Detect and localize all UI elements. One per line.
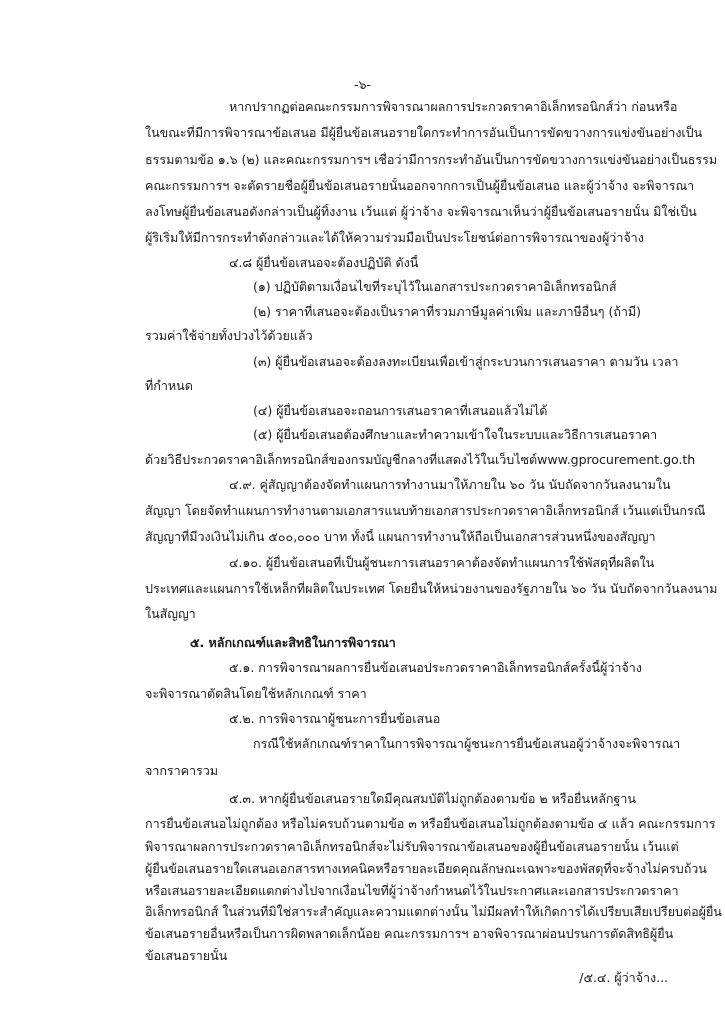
section-heading: ๕.๓. หากผู้ยื่นข้อเสนอรายใดมีคุณสมบัติไม่ถูกต้องตามข้อ ๒ หรือยื่นหลักฐาน	[229, 790, 636, 806]
text-line: จากราคารวม	[145, 763, 219, 779]
list-item: (๓) ผู้ยื่นข้อเสนอจะต้องลงทะเบียนเพื่อเข้าสู่กระบวนการเสนอราคา ตามวัน เวลา	[253, 353, 679, 369]
text-line: ผู้ยื่นข้อเสนอรายใดเสนอเอกสารทางเทคนิคหรือรายละเอียดคุณลักษณะเฉพาะของพัสดุที่จะจ้างไม่ครบถ้วน	[145, 860, 707, 876]
text-line: ที่กำหนด	[145, 378, 193, 394]
list-item: (๑) ปฏิบัติตามเงื่อนไขที่ระบุไว้ในเอกสารประกวดราคาอิเล็กทรอนิกส์	[253, 279, 617, 295]
continuation-marker: /๕.๔. ผู้ว่าจ้าง...	[579, 970, 668, 985]
text-line: ในขณะที่มีการพิจารณาข้อเสนอ มีผู้ยื่นข้อเสนอรายใดกระทำการอันเป็นการขัดขวางการแข่งขันอย่างเป็น	[145, 125, 703, 141]
text-line: อิเล็กทรอนิกส์ ในส่วนที่มิใช่สาระสำคัญและความแตกต่างนั้น ไม่มีผลทำให้เกิดการได้เปรียบเสียเปรียบต่อผู้ยื่น	[145, 904, 722, 920]
text-line: ธรรมตามข้อ ๑.๖ (๒) และคณะกรรมการฯ เชื่อว่ามีการกระทำอันเป็นการขัดขวางการแข่งขันอย่างเป็นธรรม	[145, 151, 718, 167]
text-line: สัญญา โดยจัดทำแผนการทำงานตามเอกสารแนบท้ายเอกสารประกวดราคาอิเล็กทรอนิกส์ เว้นแต่เป็นกรณี	[145, 502, 706, 518]
text-line: การยื่นข้อเสนอไม่ถูกต้อง หรือไม่ครบถ้วนตามข้อ ๓ หรือยื่นข้อเสนอไม่ถูกต้องตามข้อ ๔ แล้ว คณะกรรมการ	[145, 815, 716, 831]
text-line: ลงโทษผู้ยื่นข้อเสนอดังกล่าวเป็นผู้ทิ้งงาน เว้นแต่ ผู้ว่าจ้าง จะพิจารณาเห็นว่าผู้ยื่นข้อเสนอรายนั้น มิใช่เป็น	[145, 204, 697, 219]
section-5-heading: ๕. หลักเกณฑ์และสิทธิในการพิจารณา	[190, 634, 396, 650]
text-line: กรณีใช้หลักเกณฑ์ราคาในการพิจารณาผู้ชนะการยื่นข้อเสนอผู้ว่าจ้างจะพิจารณา	[253, 736, 681, 752]
text-line: หากปรากฏต่อคณะกรรมการพิจารณาผลการประกวดราคาอิเล็กทรอนิกส์ว่า ก่อนหรือ	[229, 99, 678, 114]
page-number: -๖-	[353, 77, 372, 92]
section-heading: ๕.๑. การพิจารณาผลการยื่นข้อเสนอประกวดราคาอิเล็กทรอนิกส์ครั้งนี้ผู้ว่าจ้าง	[229, 660, 642, 676]
text-line: ข้อเสนอรายนั้น	[145, 948, 228, 964]
section-heading: ๕.๒. การพิจารณาผู้ชนะการยื่นข้อเสนอ	[229, 710, 441, 726]
text-line: จะพิจารณาตัดสินโดยใช้หลักเกณฑ์ ราคา	[145, 685, 367, 701]
section-heading: ๔.๑๐. ผู้ยื่นข้อเสนอที่เป็นผู้ชนะการเสนอราคาต้องจัดทำแผนการใช้พัสดุที่ผลิตใน	[229, 555, 655, 571]
section-heading: ๔.๘ ผู้ยื่นข้อเสนอจะต้องปฏิบัติ ดังนี้	[229, 254, 419, 270]
text-line: รวมค่าใช้จ่ายทั้งปวงไว้ด้วยแล้ว	[145, 328, 313, 344]
text-line: ด้วยวิธีประกวดราคาอิเล็กทรอนิกส์ของกรมบัญชีกลางที่แสดงไว้ในเว็บไซต์www.gprocurement.go.th	[145, 451, 696, 467]
text-line: พิจารณาผลการประกวดราคาอิเล็กทรอนิกส์จะไม่รับพิจารณาข้อเสนอของผู้ยื่นข้อเสนอรายนั้น เว้นแต่	[145, 838, 679, 854]
list-item: (๕) ผู้ยื่นข้อเสนอต้องศึกษาและทำความเข้าใจในระบบและวิธีการเสนอราคา	[253, 427, 658, 443]
section-heading: ๔.๙. คู่สัญญาต้องจัดทำแผนการทำงานมาให้ภายใน ๖๐ วัน นับถัดจากวันลงนามใน	[229, 477, 671, 493]
text-line: ข้อเสนอรายอื่นหรือเป็นการผิดพลาดเล็กน้อย คณะกรรมการฯ อาจพิจารณาผ่อนปรนการตัดสิทธิผู้ยื่น	[145, 926, 674, 942]
text-line: ในสัญญา	[145, 605, 196, 621]
list-item: (๔) ผู้ยื่นข้อเสนอจะถอนการเสนอราคาที่เสนอแล้วไม่ได้	[253, 402, 548, 418]
text-line: ประเทศและแผนการใช้เหล็กที่ผลิตในประเทศ โดยยื่นให้หน่วยงานของรัฐภายใน ๖๐ วัน นับถัดจากวันลงนาม	[145, 580, 718, 596]
text-line: สัญญาที่มีวงเงินไม่เกิน ๕๐๐,๐๐๐ บาท ทั้งนี้ แผนการทำงานให้ถือเป็นเอกสารส่วนหนึ่งของสัญญา	[145, 528, 656, 544]
list-item: (๒) ราคาที่เสนอจะต้องเป็นราคาที่รวมภาษีมูลค่าเพิ่ม และภาษีอื่นๆ (ถ้ามี)	[253, 303, 642, 319]
text-line: หรือเสนอรายละเอียดแตกต่างไปจากเงื่อนไขที่ผู้ว่าจ้างกำหนดไว้ในประกาศและเอกสารประกวดราคา	[145, 882, 679, 898]
text-line: ผู้ริเริ่มให้มีการกระทำดังกล่าวและได้ให้ความร่วมมือเป็นประโยชน์ต่อการพิจารณาของผู้ว่าจ้าง	[145, 230, 644, 246]
text-line: คณะกรรมการฯ จะตัดรายชื่อผู้ยื่นข้อเสนอรายนั้นออกจากการเป็นผู้ยื่นข้อเสนอ และผู้ว่าจ้าง จะพิจารณา	[145, 177, 695, 193]
